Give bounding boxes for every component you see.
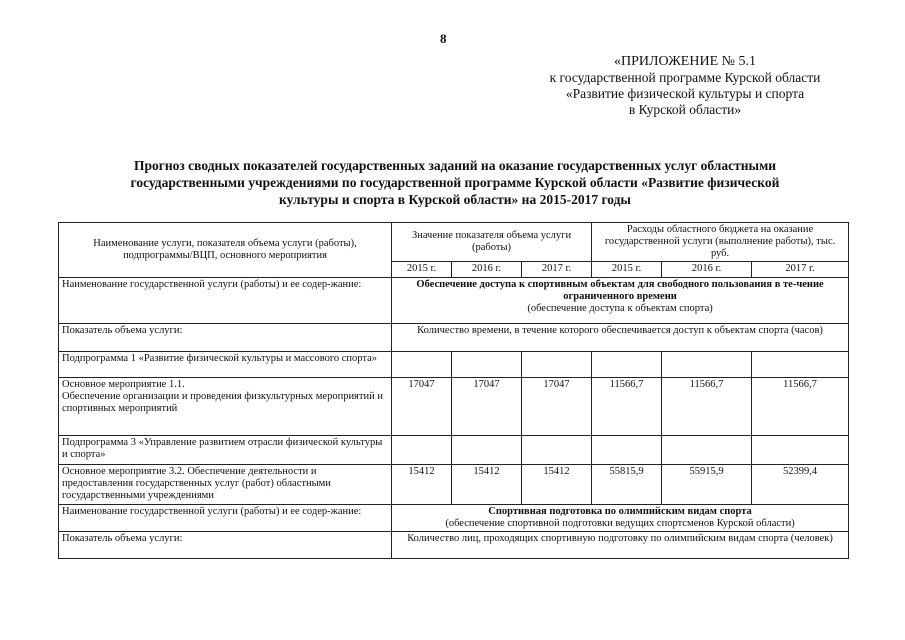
measure-1-title: Основное мероприятие 1.1. — [62, 379, 185, 390]
title-line-3: культуры и спорта в Курской области» на 2015-2017 годы — [279, 192, 631, 207]
measure-1-value: 17047 — [452, 378, 522, 436]
table-row — [59, 436, 849, 465]
service-2-content: (обеспечение спортивной подготовки ведущих спортсменов Курской области) — [445, 518, 795, 529]
annex-line-4: в Курской области» — [628, 102, 742, 117]
indicator-2-label: Показатель объема услуги: — [59, 532, 392, 559]
page-number: 8 — [440, 31, 447, 46]
subprogram-1: Подпрограмма 1 «Развитие физической культуры и массового спорта» — [59, 352, 392, 378]
table-row — [59, 465, 849, 505]
measure-3-value: 15412 — [522, 465, 592, 505]
annex-line-2: к государственной программе Курской области — [549, 70, 821, 85]
measure-3-value: 55815,9 — [592, 465, 662, 505]
service-1-content: (обеспечение доступа к объектам спорта) — [527, 303, 713, 314]
header-year: 2016 г. — [452, 262, 522, 278]
service-1-label: Наименование государственной услуги (работы) и ее содер-жание: — [59, 278, 392, 324]
service-1-cell — [392, 278, 849, 324]
header-name-column: Наименование услуги, показателя объема услуги (работы), подпрограммы/ВЦП, основного мероприятия — [59, 223, 392, 278]
header-expense-group: Расходы областного бюджета на оказание государственной услуги (выполнение работы), тыс. руб. — [592, 223, 849, 262]
indicator-2-value: Количество лиц, проходящих спортивную подготовку по олимпийским видам спорта (человек) — [392, 532, 849, 559]
measure-1-value: 11566,7 — [662, 378, 752, 436]
header-year: 2015 г. — [592, 262, 662, 278]
indicator-1-label: Показатель объема услуги: — [59, 324, 392, 352]
table-row — [59, 505, 849, 532]
title-line-1: Прогноз сводных показателей государственных заданий на оказание государственных услуг областными — [133, 158, 777, 173]
measure-1-value: 17047 — [522, 378, 592, 436]
title-line-2: государственными учреждениями по государственной программе Курской области «Развитие физической — [130, 175, 780, 190]
header-year: 2016 г. — [662, 262, 752, 278]
measure-1-value: 11566,7 — [592, 378, 662, 436]
document-title — [60, 157, 850, 208]
service-1-name: Обеспечение доступа к спортивным объектам для свободного пользования в те-чение ограниченного времени — [416, 279, 824, 302]
indicators-table — [58, 222, 849, 559]
measure-3-value: 55915,9 — [662, 465, 752, 505]
indicator-1-value: Количество времени, в течение которого обеспечивается доступ к объектам спорта (часов) — [392, 324, 849, 352]
service-2-name: Спортивная подготовка по олимпийским видам спорта — [488, 506, 752, 517]
annex-line-3: «Развитие физической культуры и спорта — [565, 86, 805, 101]
annex-line-1: «ПРИЛОЖЕНИЕ № 5.1 — [614, 54, 756, 69]
measure-1-cell — [59, 378, 392, 436]
service-2-label: Наименование государственной услуги (работы) и ее содер-жание: — [59, 505, 392, 532]
header-value-group: Значение показателя объема услуги (работы) — [392, 223, 592, 262]
table-row — [59, 352, 849, 378]
measure-1-value: 11566,7 — [752, 378, 849, 436]
measure-3-value: 15412 — [392, 465, 452, 505]
subprogram-3: Подпрограмма 3 «Управление развитием отрасли физической культуры и спорта» — [59, 436, 392, 465]
measure-1-desc: Обеспечение организации и проведения физкультурных мероприятий и спортивных мероприятий — [62, 391, 383, 414]
header-year: 2015 г. — [392, 262, 452, 278]
measure-3-desc: Основное мероприятие 3.2. Обеспечение деятельности и предоставления государственных услуг (работ) областными государственными учреждениями — [59, 465, 392, 505]
measure-3-value: 52399,4 — [752, 465, 849, 505]
table-row — [59, 278, 849, 324]
table-row — [59, 324, 849, 352]
header-year: 2017 г. — [522, 262, 592, 278]
service-2-cell — [392, 505, 849, 532]
annex-header — [520, 54, 850, 118]
header-year: 2017 г. — [752, 262, 849, 278]
measure-1-value: 17047 — [392, 378, 452, 436]
table-row — [59, 378, 849, 436]
measure-3-value: 15412 — [452, 465, 522, 505]
table-row — [59, 532, 849, 559]
